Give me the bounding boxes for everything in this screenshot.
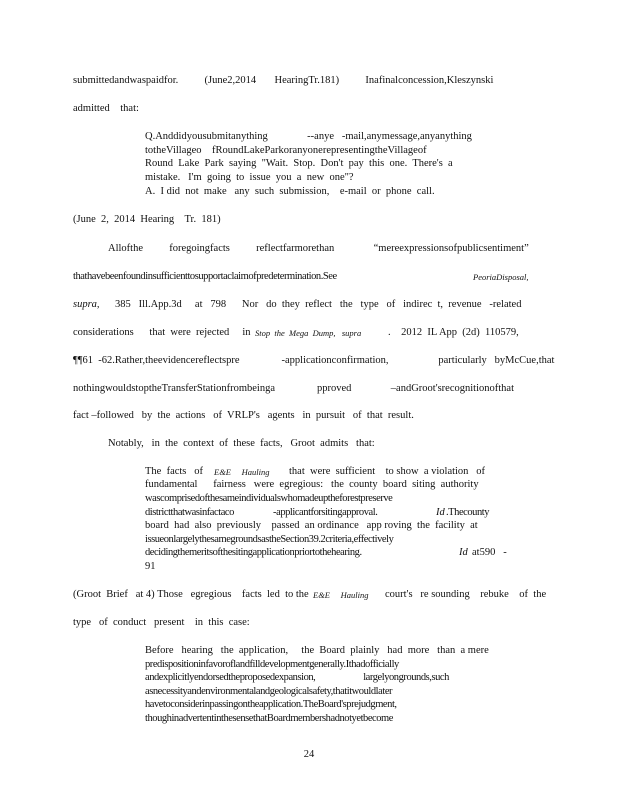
quote-line: The facts of xyxy=(145,466,204,477)
quote-line: fundamental fairness were egregious: the county board siting authority xyxy=(145,479,479,490)
body-line: type of conduct present in this case: xyxy=(73,617,250,628)
body-line: (Groot Brief at 4) Those egregious facts led to the xyxy=(73,589,309,600)
quote-line: havetoconsiderinpassingontheapplication.TheBoard'sprejudgment, xyxy=(145,699,397,710)
quote-line: Q.Anddidyousubmitanything --anye -mail,anymessage,anyanything xyxy=(145,131,472,142)
quote-line: board had also previously passed an ordinance app roving the facility at xyxy=(145,520,478,531)
quote-line: wascomprisedofthesameindividualswhomadeuptheforestpreserve xyxy=(145,493,393,504)
quote-line: 91 xyxy=(145,561,156,572)
case-name: PeoriaDisposal, xyxy=(473,272,529,282)
quote-line: mistake. I'm going to issue you a new one"? xyxy=(145,172,354,183)
body-line: ¶¶61 -62.Rather,theevidencereflectspre -applicationconfirmation, particularly byMcCue,that xyxy=(73,355,555,366)
body-line: considerations that were rejected in xyxy=(73,327,251,338)
quote-line: districtthatwasinfactaco -applicantforsitingapproval. xyxy=(145,507,378,518)
body-line: . 2012 IL App (2d) 110579, xyxy=(388,327,519,338)
case-cite: Id xyxy=(459,547,468,558)
quote-line: totheVillageo fRoundLakeParkoranyonerepresentingtheVillageof xyxy=(145,145,427,156)
citation-line: (June 2, 2014 Hearing Tr. 181) xyxy=(73,214,221,225)
body-line: thathavebeenfoundinsufficienttosupportaclaimofpredetermination.See xyxy=(73,271,337,282)
case-name: E&E Hauling xyxy=(214,467,270,477)
quote-line: predispositioninfavoroflandfilldevelopmentgenerally.Ithadofficially xyxy=(145,659,399,670)
body-line: 385 Ill.App.3d at 798 Nor do they reflect the type of indirec t, revenue -related xyxy=(115,299,522,310)
body-line: fact –followed by the actions of VRLP's agents in pursuit of that result. xyxy=(73,410,414,421)
quote-line: that were sufficient to show a violation of xyxy=(289,466,486,477)
body-line: court's re sounding rebuke of the xyxy=(385,589,547,600)
case-cite: Id xyxy=(436,507,445,518)
body-line: Notably, in the context of these facts, Groot admits that: xyxy=(108,438,375,449)
quote-line: thoughinadvertentinthesensethatBoardmembershadnotyetbecome xyxy=(145,713,393,724)
quote-line: asnecessityandenvironmentalandgeologicalsafety,thatitwouldlater xyxy=(145,686,393,697)
case-name: Stop the Mega Dump, supra xyxy=(255,328,362,338)
body-line: admitted that: xyxy=(73,103,139,114)
quote-line: .Thecounty xyxy=(446,507,490,518)
case-name: supra, xyxy=(73,299,100,310)
page-number: 24 xyxy=(303,749,315,760)
quote-line: A. I did not make any such submission, e-mail or phone call. xyxy=(145,186,435,197)
body-line: Allofthe foregoingfacts reflectfarmorethan “mereexpressionsofpublicsentiment” xyxy=(108,243,529,254)
quote-line: decidingthemeritsofthesitingapplicationpriortothehearing. xyxy=(145,547,362,558)
quote-line: at590 - xyxy=(472,547,507,558)
quote-line: Round Lake Park saying "Wait. Stop. Don't pay this one. There's a xyxy=(145,158,453,169)
case-name: E&E Hauling xyxy=(313,590,369,600)
quote-line: andexplicitlyendorsedtheproposedexpansion, largelyongrounds,such xyxy=(145,672,449,683)
body-line: nothingwouldstoptheTransferStationfrombeinga pproved –andGroot'srecognitionofthat xyxy=(73,383,514,394)
quote-line: Before hearing the application, the Board plainly had more than a mere xyxy=(145,645,489,656)
body-line: submittedandwaspaidfor. (June2,2014 HearingTr.181) Inafinalconcession,Kleszynski xyxy=(73,75,494,86)
quote-line: issueonlargelythesamegroundsastheSection39.2criteria,effectively xyxy=(145,534,394,545)
